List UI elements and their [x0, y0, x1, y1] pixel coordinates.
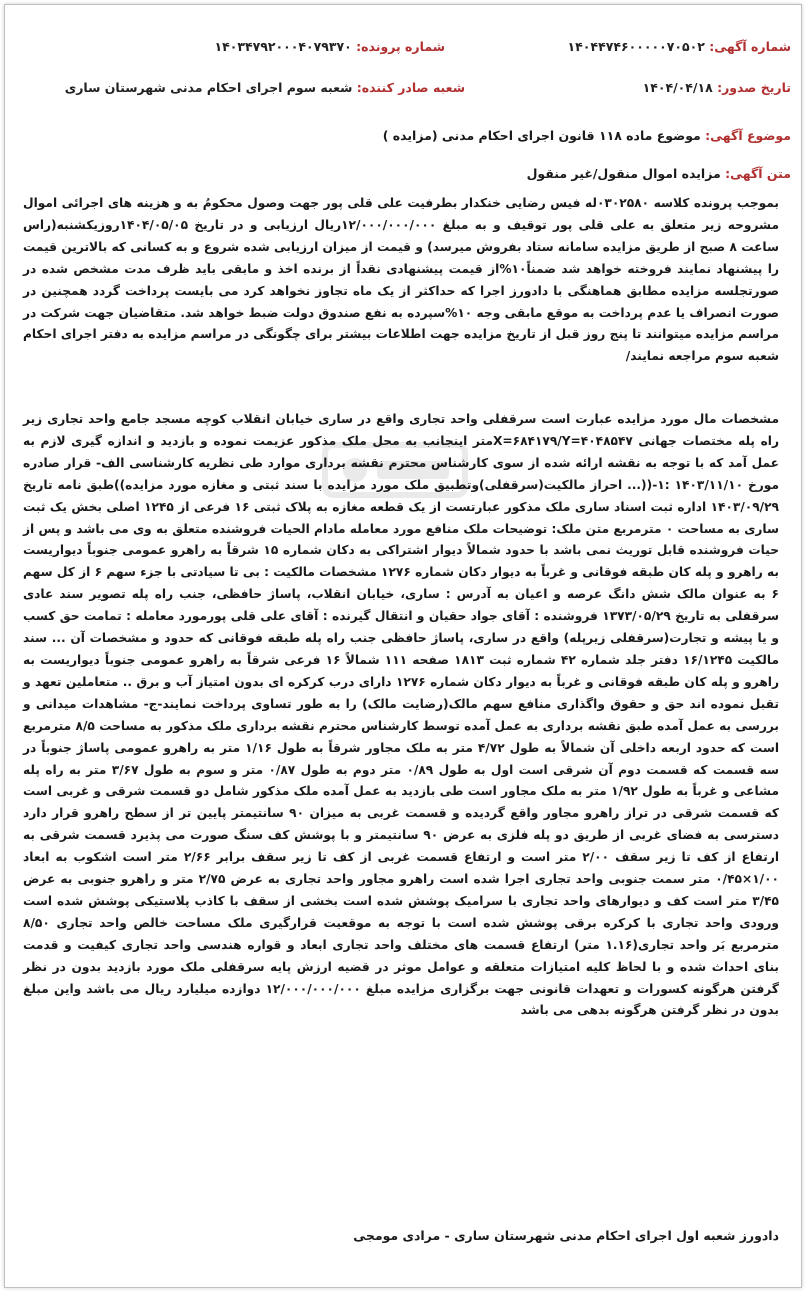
subject-value: موضوع ماده ۱۱۸ قانون اجرای احکام مدنی (مزایده ) — [382, 128, 701, 143]
notice-sheet — [4, 4, 802, 1288]
subject-label: موضوع آگهی: — [705, 128, 791, 143]
issuer — [65, 79, 465, 97]
issuer-value: شعبه سوم اجرای احکام مدنی شهرستان ساری — [64, 80, 353, 95]
ad-text-line — [27, 165, 791, 183]
signature-line: دادورز شعبه اول اجرای احکام مدنی شهرستان ساری - مرادی مومجی — [353, 1228, 779, 1243]
ad-text-value: مزایده اموال منقول/غیر منقول — [526, 166, 721, 181]
issue-date-value: ۱۴۰۴/۰۴/۱۸ — [642, 80, 713, 95]
ad-number-label: شماره آگهی: — [709, 39, 791, 54]
ad-number — [568, 38, 791, 56]
ad-number-value: ۱۴۰۴۴۷۴۶۰۰۰۰۰۷۰۵۰۲ — [567, 39, 705, 54]
case-number-value: ۱۴۰۳۴۷۹۲۰۰۰۴۰۷۹۳۷۰ — [214, 39, 352, 54]
ad-text-label: متن آگهی: — [725, 166, 791, 181]
issue-date-label: تاریخ صدور: — [717, 80, 791, 95]
paragraph-auction-terms: بموجب پرونده کلاسه ۰۳۰۲۵۸۰له فیس رضایی خنکدار بطرفیت علی قلی پور جهت وصول محکومُ به و هزینه های اجرائی اموال مشروحه زیر متعلق به علی قلی پور توقیف و به مبلغ ۱۲/۰۰۰/۰۰۰/۰۰۰ریال ارزیابی و در تاریخ ۱۴۰۴/۰۵/۰۵روزیکشنبه(راس ساعت ۸ صبح از طریق مزایده سامانه ستاد بفروش میرسد) و قیمت از میزان ارزیابی شده شروع و به کسانی که بالاترین قیمت را پیشنهاد نمایند فروخته خواهد شد ضمناً۱۰%از قیمت پیشنهادی نقداً از برنده اخذ و مابقی باید ظرف مدت مشخص شده در صورتجلسه مزایده مطابق هماهنگی با دادورز اجرا که حداکثر از یک ماه تجاوز نخواهد کرد می بایست پرداخت گردد همچنین در صورت انصراف یا عدم پرداخت به موقع مابقی وجه ۱۰%سپرده به نفع صندوق دولت ضبط خواهد شد. متقاضیان جهت شرکت در مراسم مزایده میتوانند تا پنج روز قبل از تاریخ مزایده جهت اطلاعات بیشتر برای چگونگی در مراسم مزایده به دفتر اجرای احکام شعبه سوم مراجعه نمایند/ — [23, 196, 779, 364]
case-number — [214, 38, 445, 56]
subject-line — [27, 127, 791, 145]
issuer-label: شعبه صادر کننده: — [356, 80, 465, 95]
case-number-label: شماره پرونده: — [356, 39, 445, 54]
paragraph-property-specs: مشخصات مال مورد مزایده عبارت است سرقفلی واحد تجاری واقع در ساری خیابان انقلاب کوچه مسجد جامع واحد تجاری زیر راه پله مختصات جهانی X=۶۸۴۱۷۹/Y=۴۰۴۸۵۴۷متر اینجانب به محل ملک مذکور عزیمت نموده و بازدید و اندازه گیری لازم به عمل آمد که با توجه به نقشه ارائه شده از سوی کارشناس محترم نقشه برداری موارد طی نظریه کارشناسی الف- قرار صادره مورخ ۱۴۰۳/۱۱/۱۰ :۱-((... احراز مالکیت(سرقفلی)وتطبیق ملک مورد مزایده با سند ثبتی و مغازه مورد مزایده))طبق نامه تاریخ ۱۴۰۳/۰۹/۲۹ اداره ثبت اسناد ساری ملک مذکور عبارتست از یک قطعه مغازه به پلاک ثبتی ۱۶ فرعی از ۱۲۴۵ اصلی بخش یک ثبت ساری به مساحت ۰ مترمربع متن ملک: توضیحات ملک منافع مورد معامله مادام الحیات فروشنده متعلق به وی می باشد و پس از حیات فروشنده قابل توریث نمی باشد با حدود شمالاً دیوار اشتراکی به دکان شماره ۱۵ شرقاً به راهرو عمومی جنوباً دیواریست به راهرو و پله کان طبقه فوقانی و غرباً به دیوار دکان شماره ۱۲۷۶ مشخصات مالکیت : بی تا سیادتی با جزء سهم ۶ از کل سهم ۶ به عنوان مالک شش دانگ عرصه و اعیان به آدرس : ساری، خیابان انقلاب، پاساژ حافظی، جنب راه پله تصویر سند عادی سرقفلی به تاریخ ۱۳۷۳/۰۵/۲۹ فروشنده : آقای جواد حقیان و انتقال گیرنده : آقای علی قلی پورمورد معامله : تمامت حق کسب و یا پیشه و تجارت(سرقفلی زیرپله) واقع در ساری، پاساژ حافظی جنب راه پله طبقه فوقانی که حدود و مشخصات آن ... سند مالکیت ۱۶/۱۲۴۵ دفتر جلد شماره ۴۲ شماره ثبت ۱۸۱۳ صفحه ۱۱۱ شمالاً ۱۶ فرعی شرقاً به راهرو عمومی جنوباً دیواریست به راهرو و پله کان طبقه فوقانی و غرباً به دیوار دکان شماره ۱۲۷۶ دارای درب کرکره ای بدون امتیاز آب و برق .. متعاملین تعهد و تقبل نموده اند حق و حقوق واگذاری منافع سهم مالک(رضایت مالک) را به طور تساوی پرداخت نمایند-ج- مشاهدات میدانی و بررسی به عمل آمده طبق نقشه برداری به عمل آمده توسط کارشناس محترم نقشه برداری ملک مذکور به مساحت ۸/۵ مترمربع است که حدود اربعه داخلی آن شمالاً به طول ۴/۷۲ متر به ملک مجاور شرقاً به طول ۱/۱۶ متر به راهرو عمومی پاساژ جنوباً در سه قسمت که قسمت دوم آن شرقی است اول به طول ۰/۸۹ متر دوم به طول ۰/۸۷ متر و سوم به طول ۳/۶۷ متر به راه پله مشاعی و غرباً به طول ۱/۹۲ متر به ملک مجاور است طی بازدید به عمل آمده ملک مذکور شامل دو قسمت شرقی و غربی است که قسمت شرقی در تراز راهرو مجاور واقع گردیده و قسمت غربی به میزان ۹۰ سانتیمتر پایین تر از سطح راهرو قرار دارد دسترسی به فضای غربی از طریق دو پله فلزی به عرض ۹۰ سانتیمتر و با پوشش کف سنگ صورت می پذیرد قسمت شرقی به ارتفاع از کف تا زیر سقف ۲/۰۰ متر است و ارتفاع قسمت غربی از کف تا زیر سقف برابر ۲/۶۶ متر است اشکوب به ابعاد ۱/۰۰×۰/۴۵ متر سمت جنوبی واحد تجاری اجرا شده است راهرو مجاور واحد تجاری به عرض ۲/۷۵ متر و راهرو جنوبی به عرض ۳/۴۵ متر است کف و دیوارهای واحد تجاری با سرامیک پوشش شده است بخشی از سقف با کاذب پلاستیکی پوشش شده است ورودی واحد تجاری با کرکره برقی پوشش شده است با توجه به موقعیت قرارگیری ملک مساحت خالص واحد تجاری ۸/۵۰ مترمربع بَر واحد تجاری(۱.۱۶ متر) ارتفاع قسمت های مختلف واحد تجاری ابعاد و قواره هندسی واحد تجاری کیفیت و قدمت بنای احداث شده و با لحاظ کلیه امتیازات متعلقه و عوامل موثر در قضیه ارزش پایه سرقفلی ملک مورد بازدید بدون در نظر گرفتن هرگونه کسورات و تعهدات قانونی جهت برگزاری مزایده مبلغ ۱۲/۰۰۰/۰۰۰/۰۰۰ دوازده میلیارد ریال می باشد واین مبلغ بدون در نظر گرفتن هرگونه بدهی می باشد — [23, 412, 780, 1018]
issue-date — [643, 79, 791, 97]
